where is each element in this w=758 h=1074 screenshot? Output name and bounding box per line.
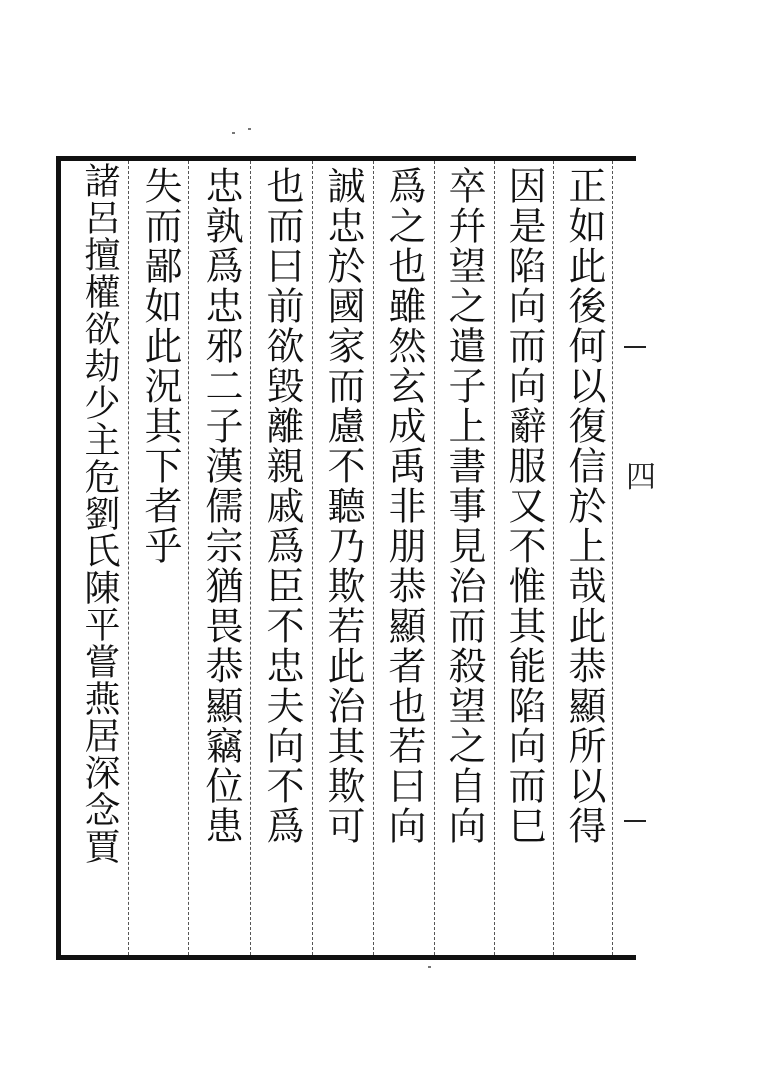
- column-rule: [312, 161, 313, 955]
- ink-speck: [428, 966, 431, 968]
- text-column-9: 諸呂擅權欲劫少主危劉氏陳平嘗燕居深念賈: [79, 162, 120, 865]
- column-rule: [373, 161, 374, 955]
- ink-speck: [232, 132, 235, 134]
- fore-edge-mark: [624, 346, 646, 348]
- text-column-5: 誠忠於國家而慮不聽乃欺若此治其欺可: [321, 166, 365, 846]
- text-column-6: 也而曰前欲毀離親戚爲臣不忠夫向不爲: [260, 166, 304, 846]
- text-column-2: 因是陷向而向辭服又不惟其能陷向而巳: [502, 166, 546, 846]
- text-column-7: 忠孰爲忠邪二子漢儒宗猶畏恭顯竊位患: [199, 166, 243, 846]
- page-number: 四: [626, 460, 656, 495]
- column-rule: [128, 161, 129, 955]
- text-column-1: 正如此後何以復信於上哉此恭顯所以得: [562, 166, 606, 846]
- column-rule: [494, 161, 495, 955]
- column-rule: [612, 161, 613, 955]
- column-rule: [553, 161, 554, 955]
- text-column-4: 爲之也雖然玄成禹非朋恭顯者也若曰向: [382, 166, 426, 846]
- ink-speck: [248, 128, 251, 130]
- text-column-3: 卒幷望之遣子上書事見治而殺望之自向: [442, 166, 486, 846]
- text-column-8: 失而鄙如此況其下者乎: [138, 166, 182, 566]
- column-rule: [434, 161, 435, 955]
- fore-edge-mark: [624, 820, 646, 822]
- column-rule: [250, 161, 251, 955]
- column-rule: [188, 161, 189, 955]
